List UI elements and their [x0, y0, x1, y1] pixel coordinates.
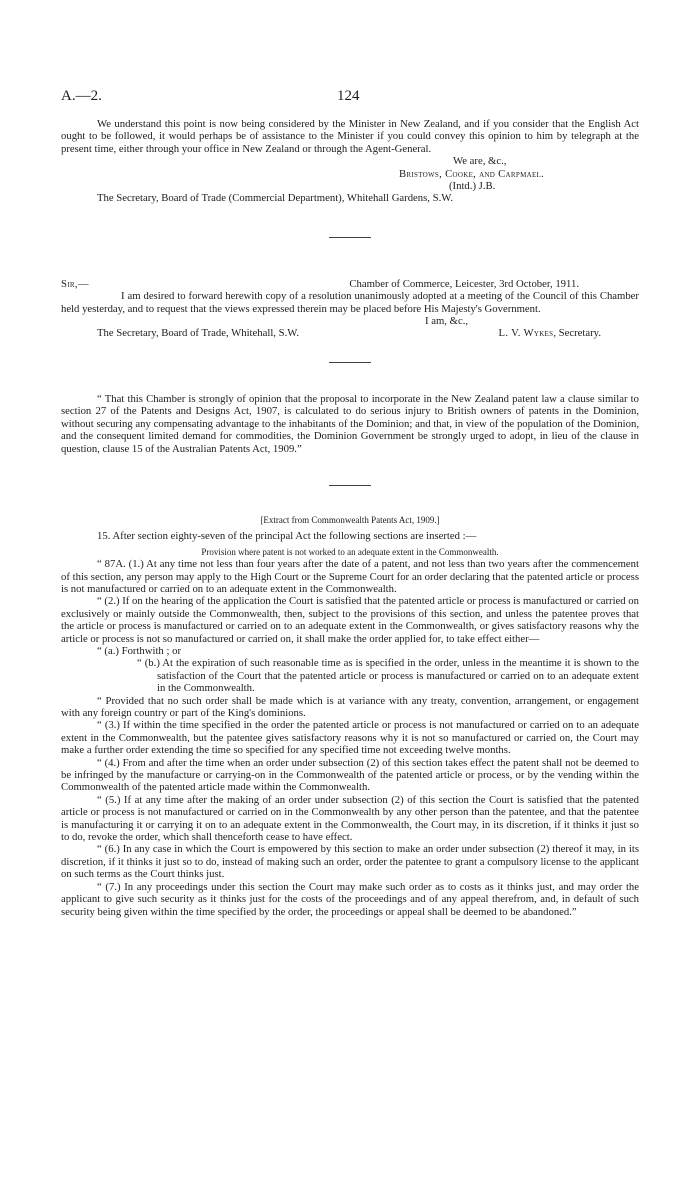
section-87a-6: “ (6.) In any case in which the Court is empowered by this section to make an order under subsection (2) thereof it may, in its discretion, if it thinks it just so to do, instead of making such an order, order the patentee to grant a compulsory license to the applicant on such terms as the Court thinks just.	[61, 843, 639, 881]
paper-reference: A.—2.	[61, 88, 102, 104]
letter2-salutation: Sir,—	[61, 277, 89, 290]
letter1-initials: (Intd.) J.B.	[449, 180, 496, 193]
page-number: 124	[337, 88, 360, 104]
section-87a-2: “ (2.) If on the hearing of the application the Court is satisfied that the patented article or process is manufactured or carried on exclusively or mainly outside the Commonwealth, then, subject to the provisions of this section, and unless the patentee proves that the article or process is manufactured or carried on to an adequate extent in the Commonwealth, or gives satisfactory reasons why the article or process is not so manufactured or carried on, it shall make the order applied for, to take effect either—	[61, 595, 639, 645]
extract-intro: 15. After section eighty-seven of the principal Act the following sections are inserted :—	[97, 530, 477, 543]
section-87a-4: “ (4.) From and after the time when an order under subsection (2) of this section takes effect the patent shall not be deemed to be infringed by the manufacture or carrying-on in the Commonwealth of the patented article or process, or by the vending within the Commonwealth of the patented article made within the Commonwealth.	[61, 756, 639, 794]
section-87a-7: “ (7.) In any proceedings under this section the Court may make such order as to costs as it thinks just, and may order the applicant to give such security as it thinks just for the costs of the proceedings and of any appeal therefrom, and, in default of such security being given within the time specified by the order, the proceedings or appeal shall be deemed to be abandoned.”	[61, 880, 639, 918]
letter1-signatory: Bristows, Cooke, and Carpmael.	[399, 167, 545, 180]
page-body	[61, 118, 639, 918]
section-87a-5: “ (5.) If at any time after the making of an order under subsection (2) of this section the Court is satisfied that the patented article or process is not manufactured or carried on in the Commonwealth by any other person than the patentee, and that the patentee is manufacturing it or carrying it on to an adequate extent in the Commonwealth, the Court may, in its discretion, if it thinks it just so to do, revoke the order, which shall thenceforth cease to have effect.	[61, 793, 639, 844]
section-divider	[329, 237, 371, 238]
letter2-addressee: The Secretary, Board of Trade, Whitehall, S.W.	[97, 327, 300, 340]
letter1-paragraph: We understand this point is now being considered by the Minister in New Zealand, and if you consider that the English Act ought to be followed, it would perhaps be of assistance to the Minister if you could convey this opinion to him by telegraph at the present time, either through your office in New Zealand or through the Agent-General.	[61, 118, 639, 155]
section-divider	[329, 362, 371, 363]
section-divider	[329, 485, 371, 486]
letter2-footer	[61, 327, 639, 339]
letter2-dateline: Chamber of Commerce, Leicester, 3rd October, 1911.	[349, 277, 579, 290]
letter1-addressee: The Secretary, Board of Trade (Commercial Department), Whitehall Gardens, S.W.	[97, 192, 454, 205]
letter2-signatory-name: L. V. Wykes	[498, 327, 554, 340]
extract-subheading: Provision where patent is not worked to an adequate extent in the Commonwealth.	[201, 546, 499, 557]
section-87a-2b: “ (b.) At the expiration of such reasonable time as is specified in the order, unless in the meantime it is shown to the satisfaction of the Court that the patented article or process is manufactured or carried on to an adequate extent in the Commonwealth.	[137, 657, 639, 695]
extract-heading: [Extract from Commonwealth Patents Act, 1909.]	[260, 514, 440, 525]
letter2-headline	[61, 278, 639, 290]
resolution-text: “ That this Chamber is strongly of opinion that the proposal to incorporate in the New Zealand patent law a clause similar to section 27 of the Patents and Designs Act, 1907, is calculated to do serious injury to British owners of patents in the Dominion, without securing any compensating advantage to the inhabitants of the Dominion; and that, in view of the population of the Dominion, and the consequent limited demand for commodities, the Dominion Government be strongly urged to adopt, in lieu of the clause in question, clause 15 of the Australian Patents Act, 1909.”	[61, 392, 639, 455]
letter2-signatory-title: , Secretary.	[553, 327, 601, 340]
letter2-paragraph: I am desired to forward herewith copy of a resolution unanimously adopted at a meeting of the Council of this Chamber held yesterday, and to request that the views expressed therein may be placed before His Majesty's Government.	[61, 290, 639, 315]
section-87a-2a: “ (a.) Forthwith ; or	[97, 644, 181, 657]
letter2-signature	[498, 327, 639, 339]
page-header	[61, 88, 639, 108]
section-87a-proviso: “ Provided that no such order shall be made which is at variance with any treaty, convention, arrangement, or engagement with any foreign country or part of the King's dominions.	[61, 694, 639, 719]
section-87a-1: “ 87A. (1.) At any time not less than four years after the date of a patent, and not less than two years after the commencement of this section, any person may apply to the High Court or the Supreme Court for an order declaring that the patented article or process is not manufactured or carried on to an adequate extent in the Commonwealth.	[61, 558, 639, 595]
letter1-closing: We are, &c.,	[453, 155, 507, 168]
section-87a-3: “ (3.) If within the time specified in the order the patented article or process is not manufactured or carried on to an adequate extent in the Commonwealth, but the patentee gives satisfactory reasons why it is not so manufactured or carried on, the Court may make a further order extending the time so specified for any specified time not exceeding twelve months.	[61, 719, 639, 757]
letter2-closing: I am, &c.,	[425, 315, 469, 328]
